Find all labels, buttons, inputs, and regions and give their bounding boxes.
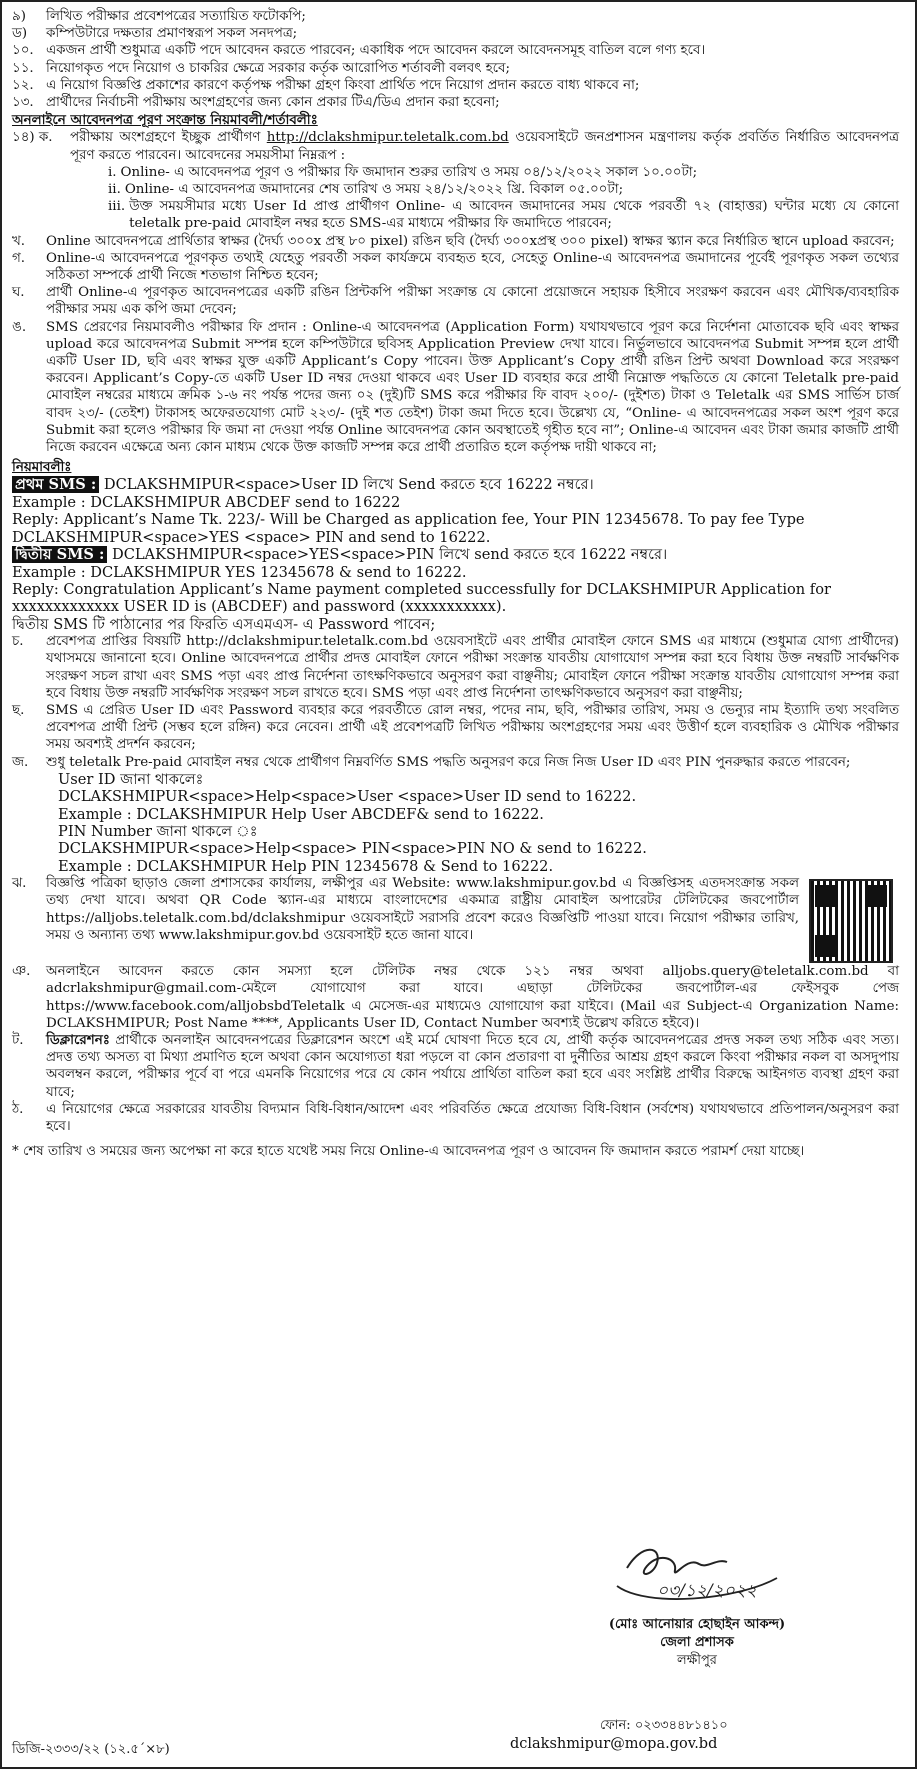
item-text: SMS এ প্রেরিত User ID এবং Password ব্যবহার করে পরবর্তীতে রোল নম্বর, পদের নাম, ছবি, পরীক্ষার তারিখ, সময় ও ভেন্যুর নাম ইত্যাদি তথ্য সংবলিত প্রবেশপত্র প্রার্থী প্রিন্ট (সম্ভব হলে রঙ্গিন) করে নেবেন। প্রার্থী এই প্রবেশপত্রটি লিখিত পরীক্ষায় অংশগ্রহণের সময় এবং উত্তীর্ণ হলে ব্যবহারিক ও মৌখিক পরীক্ষার সময় অবশ্যই প্রদর্শন করবেন; xyxy=(46,702,899,753)
schedule-roman: i. xyxy=(108,164,117,180)
signature-image xyxy=(587,1538,807,1616)
item-14 xyxy=(12,129,899,163)
item-text: SMS প্রেরণের নিয়মাবলীও পরীক্ষার ফি প্রদান : Online-এ আবেদনপত্র (Application Form) যথাযথভাবে পূরণ করে নির্দেশনা মোতাবেক ছবি এবং স্বাক্ষর upload করে আবেদনপত্র Submit সম্পন্ন হলে কম্পিউটারে ছবিসহ Application Preview দেখা যাবে। নির্ভুলভাবে আবেদনপত্র Submit সম্পন্ন হলে প্রার্থী একটি User ID, ছবি এবং স্বাক্ষর যুক্ত একটি Applicant’s Copy পাবেন। উক্ত Applicant’s Copy প্রার্থী রঙিন প্রিন্ট অথবা Download করে সংরক্ষণ করবেন। Applicant’s Copy-তে একটি User ID নম্বর দেওয়া থাকবে এবং User ID ব্যবহার করে প্রার্থী নিম্নোক্ত পদ্ধতিতে যে কোনো Teletalk pre-paid মোবাইল নম্বরের মাধ্যমে ক্রমিক ১-৬ নং পর্যন্ত পদের জন্য ০২ (দুই)টি SMS করে পরীক্ষার ফি বাবদ ২০০/- (দুইশত) টাকা ও Teletalk এর SMS সার্ভিস চার্জ বাবদ ২৩/- (তেইশ) টাকাসহ অফেরতযোগ্য মোট ২২৩/- (দুই শত তেইশ) টাকা জমা দিতে হবে। উল্লেখ্য যে, “Online- এ আবেদনপত্রের সকল অংশ পূরণ করে Submit করা হলেও পরীক্ষার ফি জমা না দেওয়া পর্যন্ত Online আবেদনপত্র কোন অবস্থাতেই গৃহীত হবে না”; Online-এ আবেদন এবং টাকা জমার কাজটি প্রার্থী নিজে করবেন এক্ষেত্রে অন্য কোন মাধ্যম থেকে উক্ত কাজটি সম্পন্ন করে প্রার্থী প্রতারিত হলে কর্তৃপক্ষ দায়ী থাকবে না; xyxy=(46,319,899,456)
schedule-list xyxy=(12,164,899,233)
signatory-designation: জেলা প্রশাসক xyxy=(660,1635,734,1650)
list-item xyxy=(12,875,899,963)
item-text: এ নিয়োগ বিজ্ঞপ্তি প্রকাশের কারণে কর্তৃপক্ষ পরীক্ষা গ্রহণ কিংবা প্রার্থিত পদে নিয়োগ প্রদান করতে বাধ্য থাকবে না; xyxy=(46,77,640,93)
item-text-b: ওয়েবসাইটে জনপ্রশাসন মন্ত্রণালয় কর্তৃক প্রবর্তিত নির্ধারিত আবেদনপত্র পূরণ করতে পারবেন। আবেদনের সময়সীমা নিম্নরূপ : xyxy=(70,130,899,163)
list-item xyxy=(12,8,899,25)
item-label: গ. xyxy=(12,250,26,266)
qr-code-icon[interactable] xyxy=(809,879,893,963)
list-item xyxy=(12,1101,899,1135)
sms2-example: Example : DCLAKSHMIPUR YES 12345678 & send to 16222. xyxy=(12,563,467,581)
sms1-example: Example : DCLAKSHMIPUR ABCDEF send to 16222 xyxy=(12,493,401,511)
list-item xyxy=(12,250,899,284)
list-item xyxy=(12,633,899,702)
sms2-tag: দ্বিতীয় SMS : xyxy=(12,546,107,563)
item-label: ট. xyxy=(12,1033,24,1049)
item-text: প্রবেশপত্র প্রাপ্তির বিষয়টি http://dclakshmipur.teletalk.com.bd ওয়েবসাইটে এবং প্রার্থীর মোবাইল ফোনে SMS এর মাধ্যমে (শুধুমাত্র যোগ্য প্রার্থীদের) যথাসময়ে জানানো হবে। Online আবেদনপত্রে প্রার্থীর প্রদত্ত মোবাইল ফোনে পরীক্ষা সংক্রান্ত যাবতীয় যোগাযোগ সম্পন্ন করা হবে বিধায় উক্ত নম্বরটি সার্বক্ষণিক সংরক্ষণ সচল রাখা এবং SMS পড়া এবং প্রাপ্ত নির্দেশনা তাৎক্ষণিকভাবে অনুসরণ করা বাঞ্ছনীয়; মোবাইল ফোনে পরীক্ষা সংক্রান্ত যাবতীয় যোগাযোগ সম্পন্ন করা হবে বিধায় উক্ত নম্বরটি সার্বক্ষণিক সংরক্ষণ সচল রাখতে হবে। SMS পড়া এবং প্রাপ্ত নির্দেশনা তাৎক্ষণিকভাবে অনুসরণ করা বাঞ্ছনীয়; xyxy=(46,634,899,701)
signature-block xyxy=(587,1538,807,1670)
list-item xyxy=(12,963,899,1032)
item-text: লিখিত পরীক্ষার প্রবেশপত্রের সত্যায়িত ফটোকপি; xyxy=(46,9,306,24)
rules-heading: নিয়মাবলীঃ xyxy=(12,459,72,476)
item-text: কম্পিউটারে দক্ষতার প্রমাণস্বরূপ সকল সনদপত্র; xyxy=(46,26,298,42)
item-label: ৯) xyxy=(12,9,26,24)
item-label: ছ. xyxy=(12,702,25,718)
pin-example: Example : DCLAKSHMIPUR Help PIN 12345678 & Send to 16222. xyxy=(58,857,554,875)
item-text-a: পরীক্ষায় অংশগ্রহণে ইচ্ছুক প্রার্থীগণ xyxy=(70,130,261,146)
pin-head: PIN Number জানা থাকলে ঃ xyxy=(58,822,258,840)
item-text: Online-এ আবেদনপত্রে পূরণকৃত তথ্যই যেহেতু পরবর্তী সকল কার্যক্রমে ব্যবহৃত হবে, সেহেতু Online-এ আবেদনপত্র জমাদানের পূর্বেই পূরণকৃত সকল তথ্যের সঠিকতা সম্পর্কে প্রার্থী নিজে শতভাগ নিশ্চিত হবেন; xyxy=(46,250,899,284)
item-label: চ. xyxy=(12,634,24,650)
list-item xyxy=(12,754,899,771)
list-item xyxy=(12,1032,899,1101)
item-label: খ. xyxy=(12,233,26,249)
sms1-block xyxy=(12,476,899,546)
item-label: ১৩. xyxy=(12,95,34,111)
list-item xyxy=(12,25,899,42)
item-text: প্রার্থী Online-এ পূরণকৃত আবেদনপত্রের একটি রঙিন প্রিন্টকপি পরীক্ষা সংক্রান্ত যে কোনো প্রয়োজনে সহায়ক হিসীবে সংরক্ষণ করবেন এবং মৌখিক/ব্যবহারিক পরীক্ষার সময় এক কপি জমা দেবেন; xyxy=(46,285,899,318)
item-text: একজন প্রার্থী শুধুমাত্র একটি পদে আবেদন করতে পারবেন; একাধিক পদে আবেদন করলে আবেদনসমূহ বাতিল বলে গণ্য হবে। xyxy=(46,43,706,59)
list-item xyxy=(12,94,899,111)
item-text: প্রার্থীকে অনলাইন আবেদনপত্রের ডিক্লারেশন অংশে এই মর্মে ঘোষণা দিতে হবে যে, প্রার্থী কর্তৃক আবেদনপত্রের প্রদত্ত সকল তথ্য সঠিক এবং সত্য। প্রদত্ত তথ্য অসত্য বা মিথ্যা প্রমাণিত হলে অথবা কোন অযোগ্যতা ধরা পড়লে বা কোন প্রতারণা বা দুর্নীতির আশ্রয় গ্রহণ করলে কিংবা পরীক্ষার নকল বা অসদুপায় অবলম্বন করলে, পরীক্ষার পূর্বে বা পরে এমনকি নিয়োগের পরে যে কোন পর্যায়ে প্রার্থিতা বাতিল করা হবে এবং সংশ্লিষ্ট প্রার্থীর বিরুদ্ধে আইনগত ব্যবস্থা গ্রহণ করা যাবে; xyxy=(46,1033,899,1100)
sms2-reply: Reply: Congratulation Applicant’s Name payment completed successfully for DCLAKSHMIPUR Application for xxxxxxxxxxxxx USER ID is (ABCDEF) and password (xxxxxxxxxxx). xyxy=(12,580,831,616)
item-label: ১০. xyxy=(12,43,34,59)
online-rules-heading: অনলাইনে আবেদনপত্র পূরণ সংক্রান্ত নিয়মাবলী/শর্তাবলীঃ xyxy=(12,112,318,129)
apply-url-link[interactable]: http://dclakshmipur.teletalk.com.bd xyxy=(266,130,509,146)
list-item xyxy=(12,702,899,754)
footnote: * শেষ তারিখ ও সময়ের জন্য অপেক্ষা না করে হাতে যথেষ্ট সময় নিয়ে Online-এ আবেদনপত্র পূরণ ও আবেদন ফি জমাদান করতে পরামর্শ দেয়া যাচ্ছে। xyxy=(12,1144,805,1160)
list-item xyxy=(12,77,899,94)
uid-example: Example : DCLAKSHMIPUR Help User ABCDEF& send to 16222. xyxy=(58,805,544,823)
schedule-roman: ii. xyxy=(108,182,121,198)
sms2-note: দ্বিতীয় SMS টি পাঠানোর পর ফিরতি এসএমএস- এ Password পাবেন; xyxy=(12,615,436,633)
handwritten-signature-icon xyxy=(587,1538,807,1616)
item-text: নিয়োগকৃত পদে নিয়োগ ও চাকরির ক্ষেত্রে সরকার কর্তৃক আরোপিত শর্তাবলী বলবৎ হবে; xyxy=(46,60,511,76)
item-label: ঞ. xyxy=(12,964,31,980)
list-item xyxy=(12,284,899,318)
list-item xyxy=(12,319,899,457)
sms1-tag: প্রথম SMS : xyxy=(12,476,99,493)
item-text: বিজ্ঞপ্তি পত্রিকা ছাড়াও জেলা প্রশাসকের কার্যালয়, লক্ষীপুর এর Website: www.lakshmipur.gov.bd এ বিজ্ঞপ্তিসহ এতদসংক্রান্ত সকল তথ্য দেখা যাবে। অথবা QR Code স্ক্যান-এর মাধ্যমে বাংলাদেশের একমাত্র রাষ্ট্রীয় মোবাইল অপারেটর টেলিটকের জবপোর্টাল https://alljobs.teletalk.com.bd/dclakshmipur ওয়েবসাইটে সরাসরি প্রবেশ করেও বিজ্ঞপ্তিটি পাওয়া যাবে। নিয়োগ পরীক্ষার তারিখ, সময় ও অন্যান্য তথ্য www.lakshmipur.gov.bd ওয়েবসাইট হতে জানা যাবে। xyxy=(46,876,799,943)
list-item xyxy=(12,60,899,77)
sms2-text: DCLAKSHMIPUR<space>YES<space>PIN লিখে send করতে হবে 16222 নম্বরে। xyxy=(112,546,668,564)
signature-date: ০৩/১২/২০২২ xyxy=(657,1581,757,1601)
item-label: ঘ. xyxy=(12,285,25,301)
schedule-item xyxy=(108,181,899,198)
declaration-lead: ডিক্লারেশনঃ xyxy=(46,1032,110,1049)
reference-number: ডিজি-২৩৩৩/২২ (১২.৫´×৮) xyxy=(12,1742,170,1757)
phone-number: ফোন: ০২৩৩৪৪৮১৪১০ xyxy=(600,1718,728,1733)
item-text: প্রার্থীদের নির্বাচনী পরীক্ষায় অংশগ্রহণের জন্য কোন প্রকার টিএ/ডিএ প্রদান করা হবেনা; xyxy=(46,95,500,111)
schedule-roman: iii. xyxy=(108,199,126,215)
item-label: ঝ. xyxy=(12,876,27,892)
item-label: ঠ. xyxy=(12,1101,24,1117)
list-item xyxy=(12,233,899,250)
sms1-text: DCLAKSHMIPUR<space>User ID লিখে Send করতে হবে 16222 নম্বরে। xyxy=(103,476,594,494)
item-label: ১৪) ক. xyxy=(12,130,53,146)
signatory-name: (মোঃ আনোয়ার হোছাইন আকন্দ) xyxy=(608,1617,786,1632)
item-label: ঙ. xyxy=(12,319,27,335)
uid-head: User ID জানা থাকলেঃ xyxy=(58,770,204,788)
item-text: Online আবেদনপত্রে প্রার্থিতার স্বাক্ষর (দৈর্ঘ্য ৩০০x প্রস্থ ৮০ pixel) রঙিন ছবি (দৈর্ঘ্য ৩০০xপ্রস্থ ৩০০ pixel) স্বাক্ষর স্ক্যান করে নির্ধারিত স্থানে upload করবেন; xyxy=(46,233,895,249)
schedule-item xyxy=(108,164,899,181)
list-item xyxy=(12,42,899,59)
item-text: শুধু teletalk Pre-paid মোবাইল নম্বর থেকে প্রার্থীগণ নিম্নবর্ণিত SMS পদ্ধতি অনুসরণ করে নিজ নিজ User ID এবং PIN পুনরুদ্ধার করতে পারবেন; xyxy=(46,754,851,770)
item-text: অনলাইনে আবেদন করতে কোন সমস্যা হলে টেলিটক নম্বর থেকে ১২১ নম্বর অথবা alljobs.query@teletalk.com.bd বা adcrlakshmipur@gmail.com-মেইলে যোগাযোগ করা যাবে। এছাড়া টেলিটকের জবপোর্টাল-এর ফেইসবুক পেজ https://www.facebook.com/alljobsbdTeletalk এ মেসেজ-এর মাধ্যমেও যোগাযোগ করা যাইবে। (Mail এর Subject-এ Organization Name: DCLAKSHMIPUR; Post Name ****, Applicants User ID, Contact Number অবশ্যই উল্লেখ করিতে হইবে)। xyxy=(46,964,899,1031)
schedule-text: উক্ত সময়সীমার মধ্যে User Id প্রাপ্ত প্রার্থীগণ Online- এ আবেদন জমাদানের সময় থেকে পরবর্তী ৭২ (বাহাত্তর) ঘন্টার মধ্যে যে কোনো teletalk pre-paid মোবাইল নম্বর হতে SMS-এর মাধ্যমে পরীক্ষার ফি জমাদিতে পারবেন; xyxy=(129,199,899,232)
item-label: ড) xyxy=(12,26,28,42)
item-label: জ. xyxy=(12,754,29,770)
sms1-reply: Reply: Applicant’s Name Tk. 223/- Will be Charged as application fee, Your PIN 12345678. To pay fee Type DCLAKSHMIPUR<space>YES <space> PIN and send to 16222. xyxy=(12,511,805,546)
item-text: এ নিয়োগের ক্ষেত্রে সরকারের যাবতীয় বিদ্যমান বিধি-বিধান/আদেশ এবং পরিবর্তিত ক্ষেত্রে প্রযোজ্য বিধি-বিধান (সর্বশেষ) যথাযথভাবে প্রতিপালন/অনুসরণ করা হবে। xyxy=(46,1101,899,1135)
contact-email[interactable]: dclakshmipur@mopa.gov.bd xyxy=(510,1736,718,1752)
sms2-block xyxy=(12,546,899,633)
schedule-text: Online- এ আবেদনপত্র পূরণ ও পরীক্ষার ফি জমাদান শুরুর তারিখ ও সময় ০৪/১২/২০২২ সকাল ১০.০০টা; xyxy=(120,164,698,180)
sms2-line xyxy=(12,546,899,563)
schedule-item xyxy=(108,198,899,232)
signatory-district: লক্ষীপুর xyxy=(677,1653,717,1668)
item-label: ১১. xyxy=(12,60,34,76)
schedule-text: Online- এ আবেদনপত্র জমাদানের শেষ তারিখ ও সময় ২৪/১২/২০২২ খ্রি. বিকাল ০৫.০০টা; xyxy=(124,182,624,198)
uid-command: DCLAKSHMIPUR<space>Help<space>User <space>User ID send to 16222. xyxy=(58,788,637,806)
item-label: ১২. xyxy=(12,77,34,93)
recovery-block xyxy=(12,771,899,875)
sms1-line xyxy=(12,476,899,493)
pin-command: DCLAKSHMIPUR<space>Help<space> PIN<space>PIN NO & send to 16222. xyxy=(58,840,647,858)
